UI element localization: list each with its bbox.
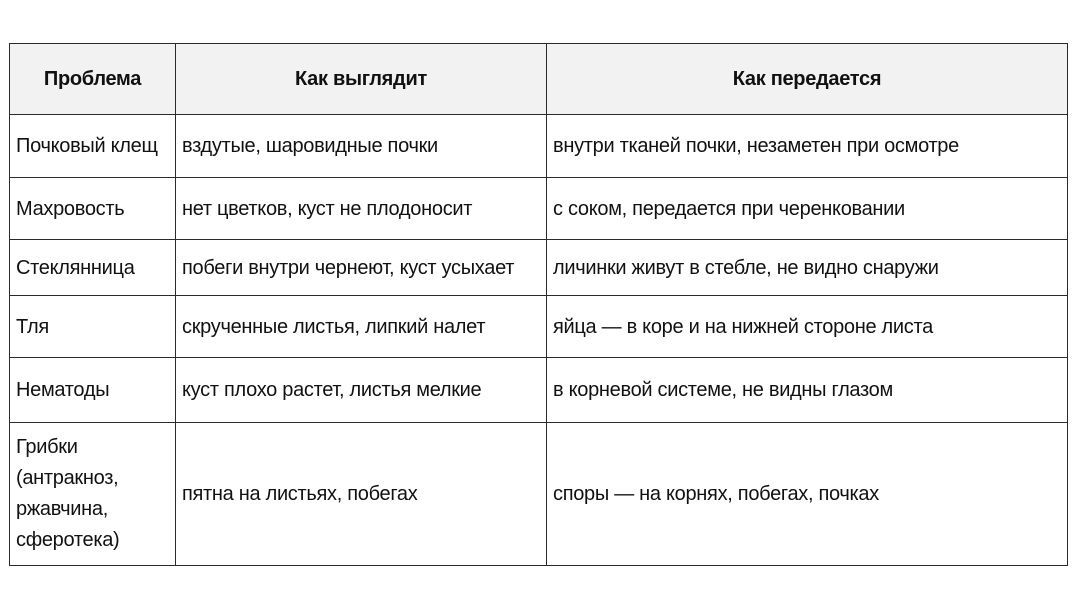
cell-transmission: с соком, передается при черенковании <box>547 178 1068 240</box>
table-row <box>10 178 1068 240</box>
cell-appearance: куст плохо растет, листья мелкие <box>176 358 547 423</box>
cell-transmission: внутри тканей почки, незаметен при осмотре <box>547 115 1068 178</box>
cell-problem: Тля <box>10 296 176 358</box>
cell-appearance: скрученные листья, липкий налет <box>176 296 547 358</box>
cell-problem: Махровость <box>10 178 176 240</box>
cell-transmission: яйца — в коре и на нижней стороне листа <box>547 296 1068 358</box>
header-row <box>10 44 1068 115</box>
cell-appearance: пятна на листьях, побегах <box>176 423 547 566</box>
cell-transmission: споры — на корнях, побегах, почках <box>547 423 1068 566</box>
header-appearance: Как выглядит <box>176 44 547 115</box>
cell-problem: Нематоды <box>10 358 176 423</box>
cell-transmission: личинки живут в стебле, не видно снаружи <box>547 240 1068 296</box>
cell-problem: Грибки (антракноз, ржавчина, сферотека) <box>10 423 176 566</box>
cell-problem: Стеклянница <box>10 240 176 296</box>
cell-transmission: в корневой системе, не видны глазом <box>547 358 1068 423</box>
cell-appearance: вздутые, шаровидные почки <box>176 115 547 178</box>
cell-problem: Почковый клещ <box>10 115 176 178</box>
table-row <box>10 296 1068 358</box>
table-row <box>10 240 1068 296</box>
problems-table <box>9 43 1068 566</box>
cell-appearance: нет цветков, куст не плодоносит <box>176 178 547 240</box>
table-row <box>10 358 1068 423</box>
table-row <box>10 423 1068 566</box>
table-row <box>10 115 1068 178</box>
header-transmission: Как передается <box>547 44 1068 115</box>
header-problem: Проблема <box>10 44 176 115</box>
cell-appearance: побеги внутри чернеют, куст усыхает <box>176 240 547 296</box>
